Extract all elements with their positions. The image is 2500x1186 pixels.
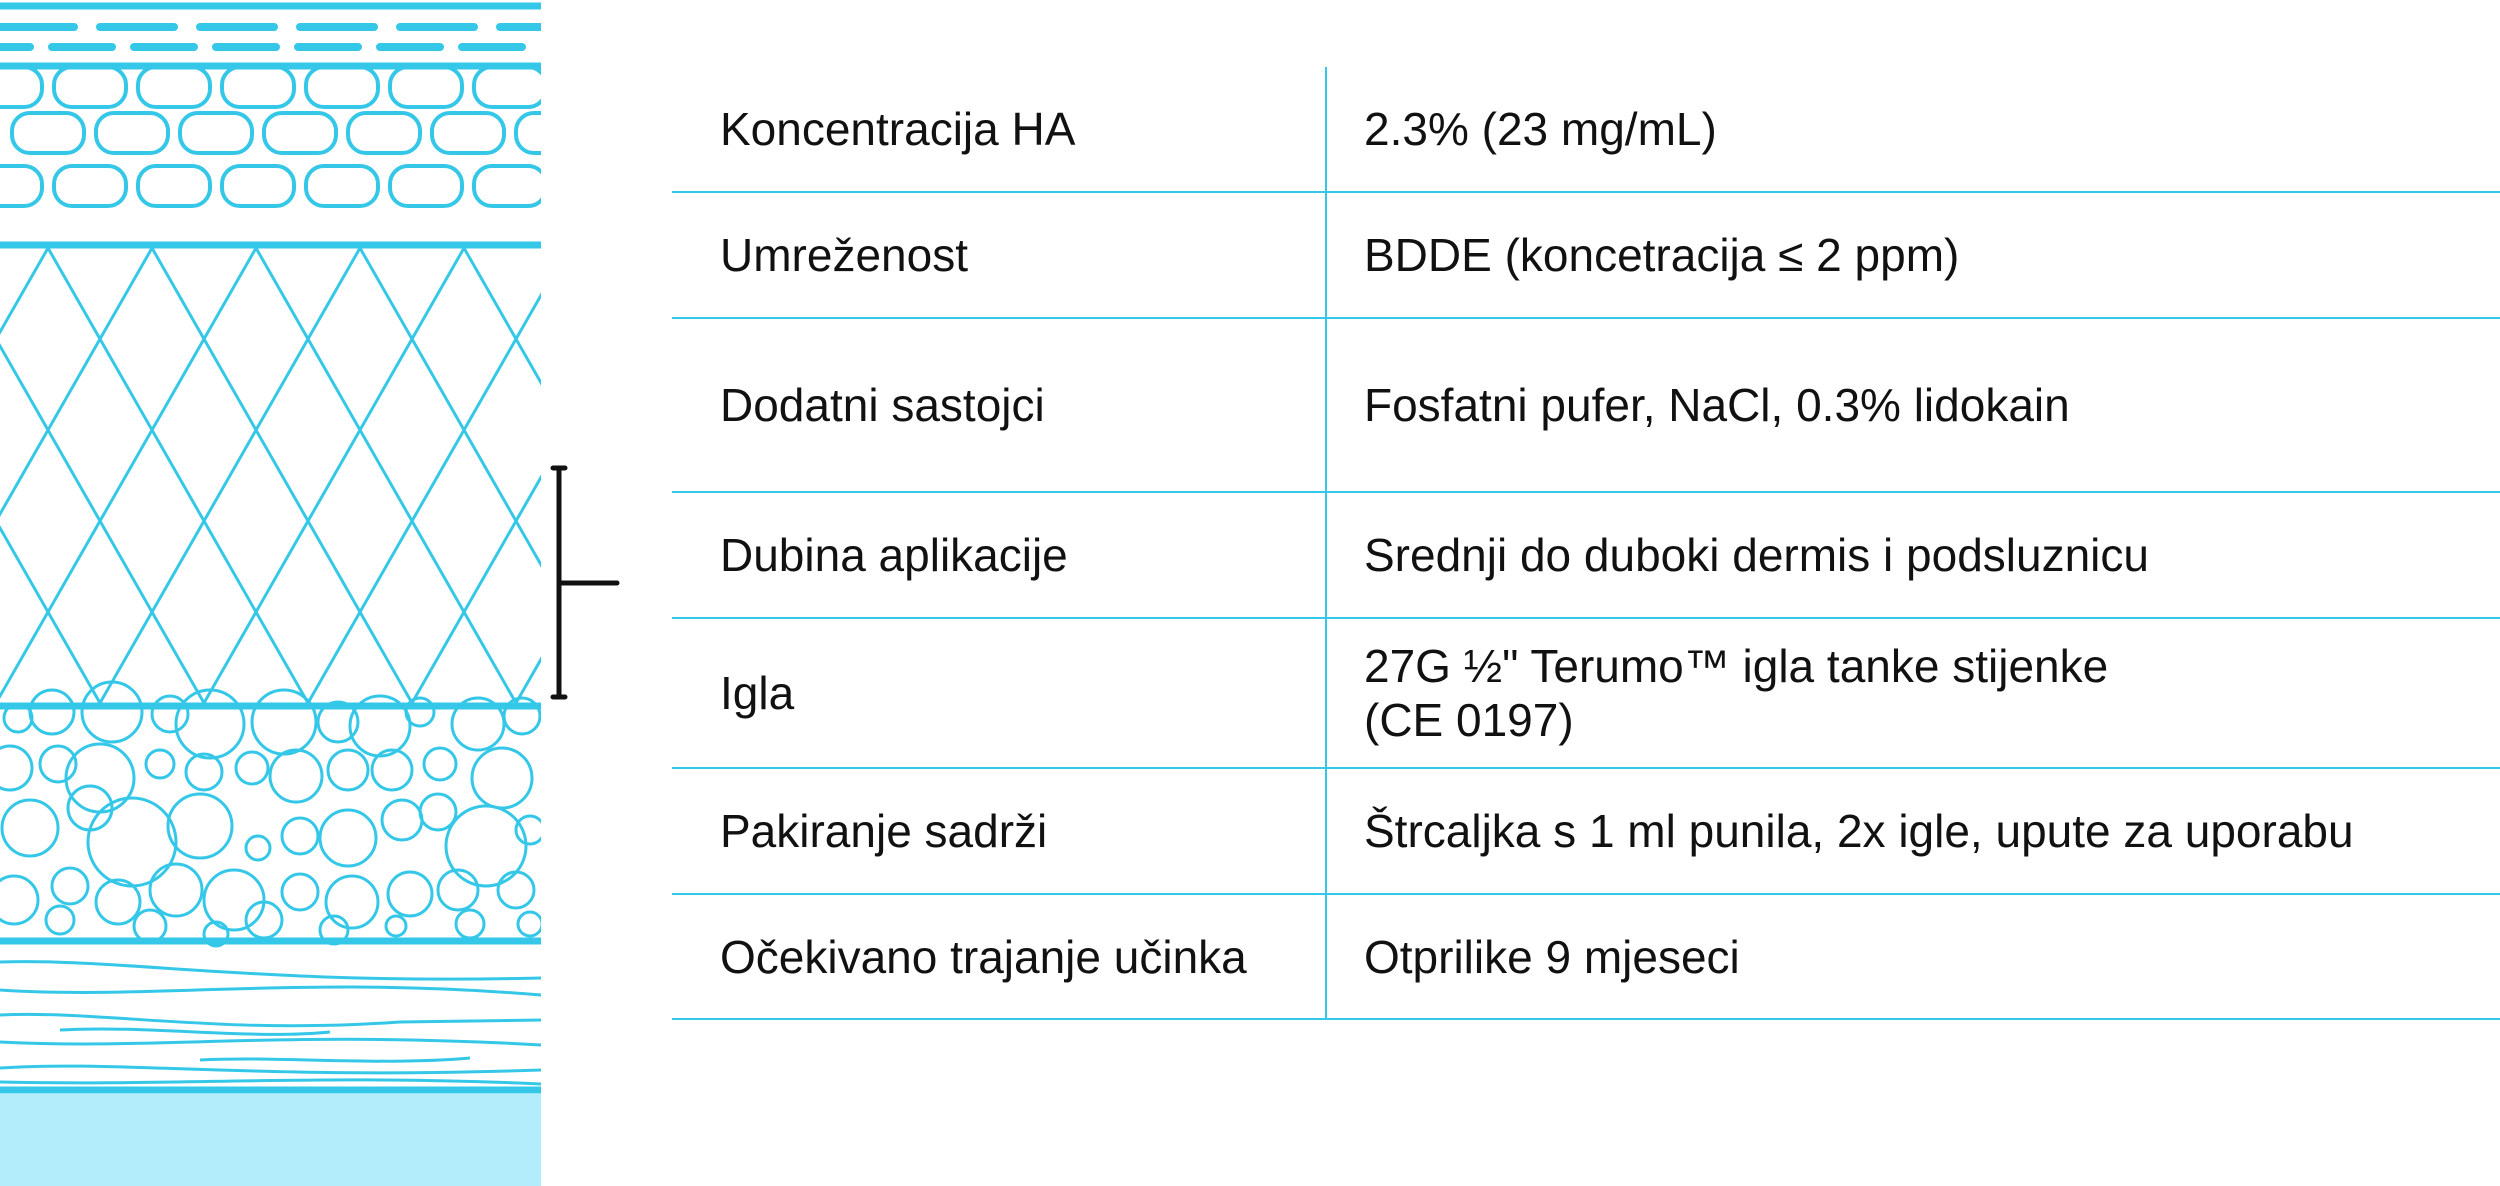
fat-bubble xyxy=(320,810,376,866)
fat-bubble xyxy=(52,868,88,904)
cell-shape xyxy=(306,166,378,206)
cell-shape xyxy=(0,67,42,107)
fat-bubble xyxy=(252,690,316,754)
fat-bubble xyxy=(328,750,368,790)
fat-bubble xyxy=(282,818,318,854)
row-value: 2.3% (23 mg/mL) xyxy=(1364,103,1717,155)
row-value: Srednji do duboki dermis i podsluznicu xyxy=(1364,529,2149,581)
fat-bubble xyxy=(388,872,432,916)
table-row xyxy=(672,67,2500,193)
row-label: Očekivano trajanje učinka xyxy=(720,930,1247,983)
fat-bubble xyxy=(516,816,541,844)
fat-bubble xyxy=(134,910,166,942)
row-value: Štrcaljka s 1 ml punila, 2x igle, upute za uporabu xyxy=(1364,805,2354,857)
fat-bubble xyxy=(46,906,74,934)
cell-shape xyxy=(348,113,420,153)
fat-bubble xyxy=(0,746,32,790)
row-label: Dodatni sastojci xyxy=(720,379,1045,431)
cell-shape xyxy=(138,67,210,107)
fat-bubble xyxy=(30,690,74,734)
fat-bubble xyxy=(372,750,412,790)
row-value: BDDE (koncetracija ≤ 2 ppm) xyxy=(1364,229,1960,281)
table-row xyxy=(672,319,2500,493)
cell-shape xyxy=(222,166,294,206)
row-value: 27G ½" Terumo™ igla tanke stijenke (CE 0197) xyxy=(1364,640,2109,746)
row-value: Otprilike 9 mjeseci xyxy=(1364,930,1740,983)
table-row xyxy=(672,193,2500,319)
fat-bubble xyxy=(150,864,202,916)
cell-shape xyxy=(516,113,541,153)
row-label: Pakiranje sadrži xyxy=(720,805,1048,857)
row-label: Umreženost xyxy=(720,229,968,281)
cell-shape xyxy=(54,166,126,206)
cell-shape xyxy=(0,166,42,206)
cell-shape xyxy=(222,67,294,107)
mesh-layer xyxy=(0,248,541,703)
column-divider xyxy=(1325,67,1327,1020)
table-row xyxy=(672,769,2500,895)
stripes-layer xyxy=(0,6,541,66)
fat-bubble xyxy=(498,872,534,908)
table-row xyxy=(672,493,2500,619)
fat-bubble xyxy=(424,748,456,780)
fat-bubble xyxy=(446,806,526,886)
fat-bubble xyxy=(236,752,268,784)
cell-shape xyxy=(474,67,541,107)
fat-bubble xyxy=(88,798,176,886)
cell-shape xyxy=(432,113,504,153)
spec-table xyxy=(672,67,2500,1020)
fat-bubble xyxy=(96,880,140,924)
cell-shape xyxy=(390,166,462,206)
fat-bubble xyxy=(406,698,434,726)
cell-layer xyxy=(0,67,541,206)
fat-bubble xyxy=(0,876,38,924)
cell-shape xyxy=(306,67,378,107)
cell-shape xyxy=(54,67,126,107)
fat-bubble xyxy=(456,910,484,938)
row-label: Koncentracija HA xyxy=(720,103,1076,155)
table-row xyxy=(672,895,2500,1020)
fat-bubble xyxy=(382,800,422,840)
skin-layers-illustration xyxy=(0,0,541,1186)
cell-shape xyxy=(180,113,252,153)
fat-bubble xyxy=(472,748,532,808)
fat-bubble-layer xyxy=(0,682,541,946)
row-value: Fosfatni pufer, NaCl, 0.3% lidokain xyxy=(1364,379,2070,431)
cell-shape xyxy=(264,113,336,153)
fat-bubble xyxy=(186,754,222,790)
cell-shape xyxy=(12,113,84,153)
fat-bubble xyxy=(246,836,270,860)
cell-shape xyxy=(474,166,541,206)
muscle-fiber-layer xyxy=(0,962,541,1084)
base-layer xyxy=(0,1094,541,1186)
table-row xyxy=(672,619,2500,769)
fat-bubble xyxy=(168,794,232,858)
fat-bubble xyxy=(386,916,406,936)
cell-shape xyxy=(96,113,168,153)
fat-bubble xyxy=(66,744,134,812)
fat-bubble xyxy=(146,750,174,778)
fat-bubble xyxy=(82,682,142,742)
fat-bubble xyxy=(282,874,318,910)
cell-shape xyxy=(390,67,462,107)
fat-bubble xyxy=(518,912,541,936)
fat-bubble xyxy=(2,800,58,856)
row-label: Igla xyxy=(720,667,795,719)
fat-bubble xyxy=(270,750,322,802)
cell-shape xyxy=(138,166,210,206)
row-label: Dubina aplikacije xyxy=(720,529,1068,581)
fat-bubble xyxy=(326,876,378,928)
fat-bubble xyxy=(152,696,188,732)
